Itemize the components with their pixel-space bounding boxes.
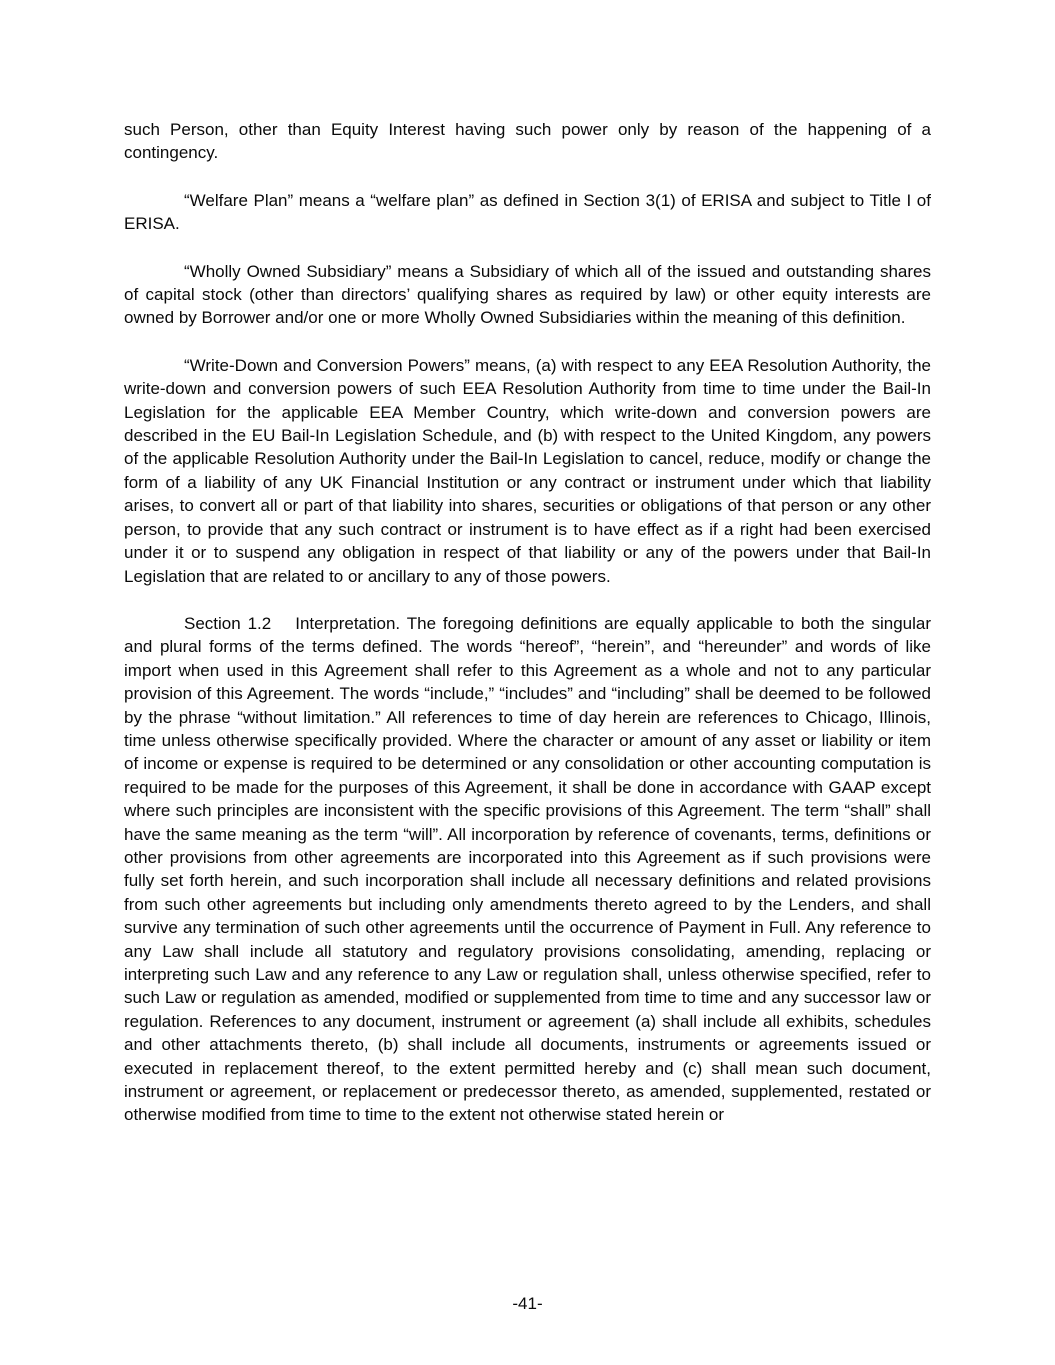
paragraph-section-1-2-interpretation [124,612,931,1127]
section-number-label: Section 1.2 [184,613,272,633]
page-number-footer: -41- [512,1294,543,1313]
paragraph-wholly-owned-subsidiary-definition: “Wholly Owned Subsidiary” means a Subsidiary of which all of the issued and outstanding shares of capital stock (other than directors’ qualifying shares as required by law) or other equity interests are owned by Borrower and/or one or more Wholly Owned Subsidiaries within the meaning of this definition. [124,261,931,328]
paragraph-continuation: such Person, other than Equity Interest having such power only by reason of the happening of a contingency. [124,120,931,163]
paragraph-write-down-conversion-powers-definition: “Write-Down and Conversion Powers” means, (a) with respect to any EEA Resolution Authority, the write-down and conversion powers of such EEA Resolution Authority from time to time under the Bail-In Legislation for the applicable EEA Member Country, which write-down and conversion powers are described in the EU Bail-In Legislation Schedule, and (b) with respect to the United Kingdom, any powers of the applicable Resolution Authority under the Bail-In Legislation to cancel, reduce, modify or change the form of a liability of any UK Financial Institution or any contract or instrument under which that liability arises, to convert all or part of that liability into shares, securities or obligations of that person or any other person, to provide that any such contract or instrument is to have effect as if a right had been exercised under it or to suspend any obligation in respect of that liability or any of the powers under that Bail-In Legislation that are related to or ancillary to any of those powers. [124,355,931,586]
paragraph-welfare-plan-definition: “Welfare Plan” means a “welfare plan” as defined in Section 3(1) of ERISA and subject to Title I of ERISA. [124,190,931,234]
section-body-text: Interpretation. The foregoing definitions are equally applicable to both the singular and plural forms of the terms defined. The words “hereof”, “herein”, and “hereunder” and words of like import when used in this Agreement shall refer to this Agreement as a whole and not to any particular provision of this Agreement. The words “include,” “includes” and “including” shall be deemed to be followed by the phrase “without limitation.” All references to time of day herein are references to Chicago, Illinois, time unless otherwise specifically provided. Where the character or amount of any asset or liability or item of income or expense is required to be determined or any consolidation or other accounting computation is required to be made for the purposes of this Agreement, it shall be done in accordance with GAAP except where such principles are inconsistent with the specific provisions of this Agreement. The term “shall” shall have the same meaning as the term “will”. All incorporation by reference of covenants, terms, definitions or other provisions from other agreements are incorporated into this Agreement as if such provisions were fully set forth herein, and such incorporation shall include all necessary definitions and related provisions from such other agreements but including only amendments thereto agreed to by the Lenders, and shall survive any termination of such other agreements until the occurrence of Payment in Full. Any reference to any Law shall include all statutory and regulatory provisions consolidating, amending, replacing or interpreting such Law and any reference to any Law or regulation shall, unless otherwise specified, refer to such Law or regulation as amended, modified or supplemented from time to time and any successor law or regulation. References to any document, instrument or agreement (a) shall include all exhibits, schedules and other attachments thereto, (b) shall include all documents, instruments or agreements issued or executed in replacement thereof, to the extent permitted hereby and (c) shall mean such document, instrument or agreement, or replacement or predecessor thereto, as amended, supplemented, restated or otherwise modified from time to time to the extent not otherwise stated herein or [124,613,932,1125]
body-text [124,118,931,1127]
